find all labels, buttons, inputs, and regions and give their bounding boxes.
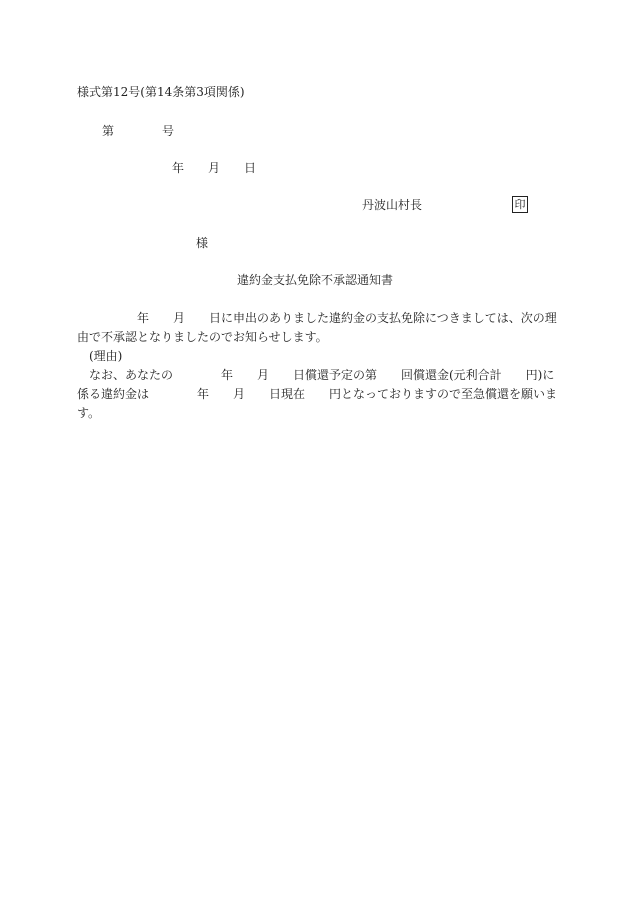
reason-label: (理由) (77, 349, 123, 363)
form-number: 様式第12号(第14条第3項関係) (77, 85, 245, 99)
recipient-suffix: 様 (196, 236, 209, 250)
document-number-line: 第 号 (102, 124, 175, 138)
body-line-2: 由で不承認となりましたのでお知らせします。 (77, 330, 328, 344)
body-line-5: す。 (77, 406, 101, 420)
body-line-1: 年 月 日に申出のありました違約金の支払免除につきましては、次の理 (77, 311, 557, 325)
seal-mark: 印 (512, 196, 528, 213)
document-title: 違約金支払免除不承認通知書 (237, 273, 394, 287)
body-text (77, 309, 558, 423)
body-line-3: なお、あなたの 年 月 日償還予定の第 回償還金(元利合計 円)に (77, 368, 555, 382)
body-line-4: 係る違約金は 年 月 日現在 円となっておりますので至急償還を願いま (77, 387, 558, 401)
date-line: 年 月 日 (172, 161, 257, 175)
sender-name: 丹波山村長 (362, 198, 423, 212)
